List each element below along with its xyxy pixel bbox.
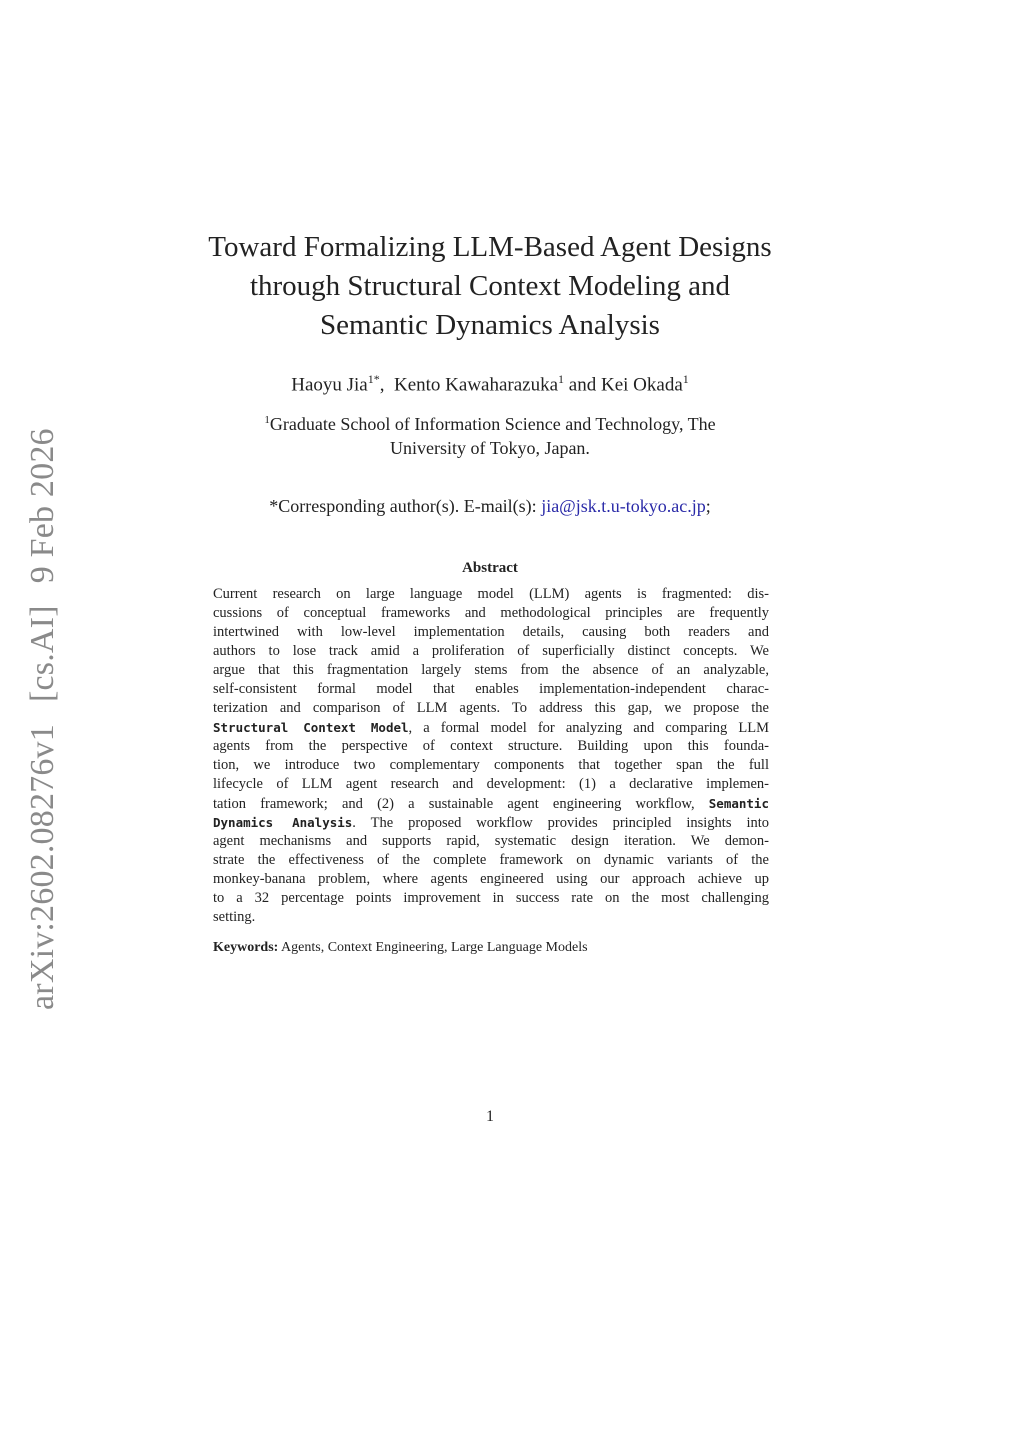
correspondence-prefix: *Corresponding author(s). E-mail(s): bbox=[269, 496, 542, 516]
abstract-text: Current research on large language model (LLM) agents is fragmented: dis- bbox=[213, 586, 769, 602]
abstract-text: . The proposed workflow provides principled insights into bbox=[352, 815, 770, 831]
abstract-text: monkey-banana problem, where agents engineered using our approach achieve up bbox=[213, 871, 769, 887]
abstract-text: tation framework; and (2) a sustainable agent engineering workflow, bbox=[213, 796, 709, 812]
abstract-text: intertwined with low-level implementation details, causing both readers and bbox=[213, 624, 769, 640]
author-affiliation-mark: 1* bbox=[367, 372, 380, 386]
abstract-text: setting. bbox=[213, 909, 256, 925]
author-name: Kei Okada bbox=[600, 374, 683, 396]
author-separator: , bbox=[379, 374, 394, 396]
abstract-line bbox=[213, 908, 769, 927]
abstract-heading: Abstract bbox=[462, 560, 518, 576]
abstract-body bbox=[213, 585, 769, 927]
arxiv-category: [cs.AI] bbox=[24, 605, 61, 703]
abstract-text: cussions of conceptual frameworks and methodological principles are frequently bbox=[213, 605, 769, 621]
title-line: through Structural Context Modeling and bbox=[249, 270, 731, 302]
abstract-text: strate the effectiveness of the complete framework on dynamic variants of the bbox=[213, 852, 769, 868]
arxiv-id: arXiv:2602.08276v1 bbox=[24, 724, 61, 1010]
title-line: Toward Formalizing LLM-Based Agent Designs bbox=[208, 231, 772, 263]
abstract-line bbox=[213, 661, 769, 680]
correspondence-suffix: ; bbox=[705, 496, 711, 516]
abstract-line bbox=[213, 680, 769, 699]
abstract-line bbox=[213, 775, 769, 794]
email-link[interactable]: jia@jsk.t.u-tokyo.ac.jp bbox=[541, 496, 706, 516]
abstract-line bbox=[213, 832, 769, 851]
abstract-line bbox=[213, 756, 769, 775]
title-line: Semantic Dynamics Analysis bbox=[320, 309, 660, 341]
abstract-code-term: Structural Context Model bbox=[213, 720, 409, 735]
affiliation-line: University of Tokyo, Japan. bbox=[390, 438, 590, 458]
abstract-line bbox=[213, 889, 769, 908]
abstract-line bbox=[213, 623, 769, 642]
abstract-text: agent mechanisms and supports rapid, systematic design iteration. We demon- bbox=[213, 833, 769, 849]
arxiv-date: 9 Feb 2026 bbox=[24, 428, 61, 584]
abstract-line bbox=[213, 585, 769, 604]
abstract-text: tion, we introduce two complementary components that together span the full bbox=[213, 757, 769, 773]
abstract-line bbox=[213, 813, 769, 832]
abstract-line bbox=[213, 851, 769, 870]
corresponding-author bbox=[190, 496, 790, 517]
author-affiliation-mark: 1 bbox=[558, 372, 565, 386]
author-name: Haoyu Jia bbox=[291, 374, 368, 396]
abstract-text: agents from the perspective of context structure. Building upon this founda- bbox=[213, 738, 769, 754]
author-separator: and bbox=[564, 374, 601, 396]
abstract-text: to a 32 percentage points improvement in success rate on the most challenging bbox=[213, 890, 769, 906]
abstract-text: argue that this fragmentation largely stems from the absence of an analyzable, bbox=[213, 662, 769, 678]
arxiv-stamp bbox=[24, 406, 62, 1010]
abstract-text: , a formal model for analyzing and comparing LLM bbox=[408, 720, 769, 736]
affiliation-mark: 1 bbox=[264, 414, 270, 426]
keywords bbox=[213, 940, 769, 956]
abstract-code-term: Semantic bbox=[708, 796, 769, 811]
author-name: Kento Kawaharazuka bbox=[393, 374, 559, 396]
abstract-line bbox=[213, 604, 769, 623]
page-number: 1 bbox=[486, 1108, 494, 1125]
abstract-line bbox=[213, 737, 769, 756]
abstract-code-term: Dynamics Analysis bbox=[213, 815, 353, 830]
abstract-line bbox=[213, 718, 769, 737]
abstract-text: terization and comparison of LLM agents. To address this gap, we propose the bbox=[213, 700, 769, 716]
abstract-text: authors to lose track amid a proliferation of superficially distinct concepts. We bbox=[213, 643, 769, 659]
abstract-line bbox=[213, 699, 769, 718]
author-affiliation-mark: 1 bbox=[682, 372, 689, 386]
affiliation bbox=[190, 408, 790, 460]
keywords-text: Agents, Context Engineering, Large Language Models bbox=[278, 940, 588, 955]
author-list bbox=[190, 372, 790, 396]
affiliation-line bbox=[190, 408, 790, 436]
abstract-text: lifecycle of LLM agent research and development: (1) a declarative implemen- bbox=[213, 776, 769, 792]
keywords-label: Keywords: bbox=[213, 940, 279, 955]
affiliation-text: Graduate School of Information Science and Technology, The bbox=[269, 414, 716, 434]
paper-title bbox=[190, 228, 790, 345]
abstract-text: self-consistent formal model that enables implementation-independent charac- bbox=[213, 681, 769, 697]
abstract-line bbox=[213, 794, 769, 813]
abstract-line bbox=[213, 870, 769, 889]
abstract-line bbox=[213, 642, 769, 661]
